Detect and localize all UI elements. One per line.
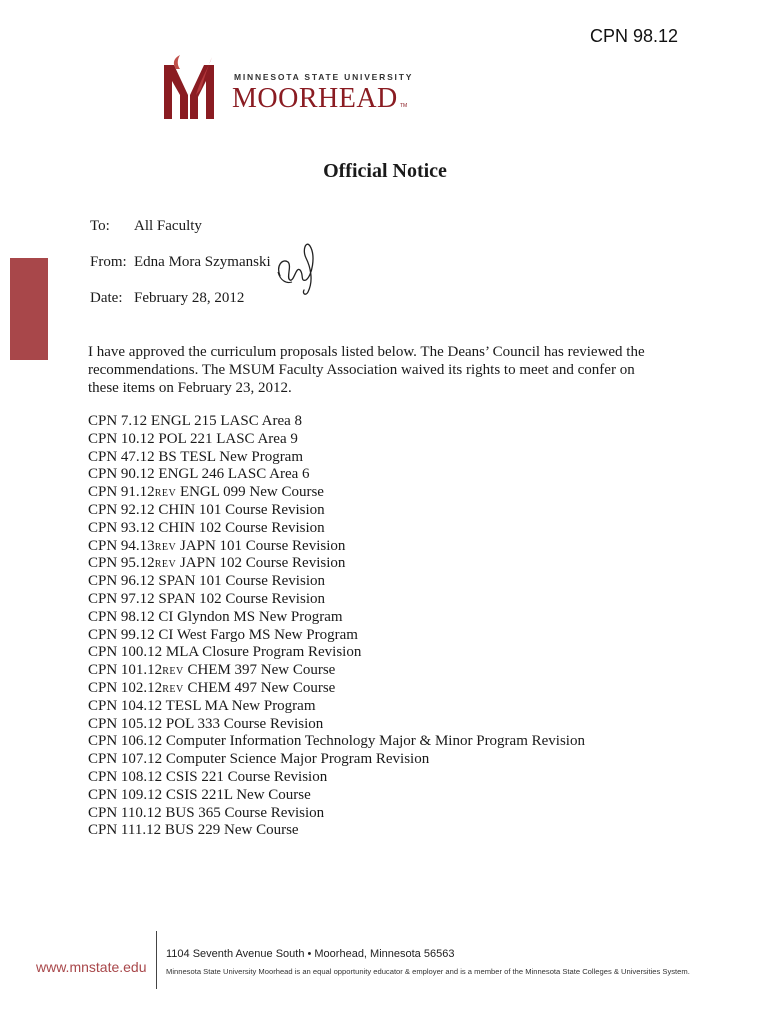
cpn-list-item: CPN 10.12 POL 221 LASC Area 9 bbox=[88, 430, 298, 447]
notice-title-text: Official Notice bbox=[323, 160, 447, 182]
cpn-list-item: CPN 109.12 CSIS 221L New Course bbox=[88, 786, 311, 803]
cpn-list-item: CPN 92.12 CHIN 101 Course Revision bbox=[88, 501, 325, 518]
cpn-list-item: CPN 94.13REV JAPN 101 Course Revision bbox=[88, 537, 346, 554]
footer-equal-opportunity: Minnesota State University Moorhead is an equal opportunity educator & employer and is a member of the Minnesota State Colleges & Universities System. bbox=[166, 967, 690, 976]
signature-initials-icon bbox=[272, 236, 322, 298]
from-value: Edna Mora Szymanski bbox=[134, 254, 271, 270]
from-line bbox=[90, 254, 271, 271]
cpn-list-item: CPN 106.12 Computer Information Technology Major & Minor Program Revision bbox=[88, 733, 585, 750]
cpn-list-item: CPN 99.12 CI West Fargo MS New Program bbox=[88, 626, 358, 643]
cpn-list-item: CPN 102.12REV CHEM 497 New Course bbox=[88, 679, 336, 696]
date-label: Date: bbox=[90, 290, 123, 306]
cpn-list-item: CPN 100.12 MLA Closure Program Revision bbox=[88, 644, 362, 661]
body-paragraph: I have approved the curriculum proposals listed below. The Deans’ Council has reviewed the recommendations. The MSUM Faculty Association waived its rights to meet and confer on these items on February 23, 2012. bbox=[88, 344, 645, 396]
logo-trademark: TM bbox=[400, 103, 408, 109]
cpn-list-item: CPN 93.12 CHIN 102 Course Revision bbox=[88, 519, 325, 536]
date-line bbox=[90, 290, 244, 307]
cpn-list-item: CPN 91.12REV ENGL 099 New Course bbox=[88, 484, 324, 501]
to-label: To: bbox=[90, 218, 110, 234]
cpn-list-item: CPN 97.12 SPAN 102 Course Revision bbox=[88, 590, 325, 607]
notice-title bbox=[0, 160, 770, 183]
cpn-list-item: CPN 104.12 TESL MA New Program bbox=[88, 697, 316, 714]
cpn-list bbox=[88, 413, 585, 840]
from-label: From: bbox=[90, 254, 127, 270]
footer-address: 1104 Seventh Avenue South • Moorhead, Minnesota 56563 bbox=[166, 948, 455, 960]
cpn-list-item: CPN 111.12 BUS 229 New Course bbox=[88, 822, 299, 839]
cpn-list-item: CPN 96.12 SPAN 101 Course Revision bbox=[88, 573, 325, 590]
footer-website-link[interactable]: www.mnstate.edu bbox=[36, 959, 147, 975]
cpn-list-item: CPN 105.12 POL 333 Course Revision bbox=[88, 715, 324, 732]
cpn-list-item: CPN 108.12 CSIS 221 Course Revision bbox=[88, 768, 328, 785]
university-logo bbox=[160, 55, 420, 121]
cpn-list-item: CPN 90.12 ENGL 246 LASC Area 6 bbox=[88, 466, 310, 483]
to-value: All Faculty bbox=[134, 218, 202, 234]
cpn-list-item: CPN 98.12 CI Glyndon MS New Program bbox=[88, 608, 343, 625]
to-line bbox=[90, 218, 202, 235]
footer-divider bbox=[156, 931, 157, 989]
cpn-list-item: CPN 7.12 ENGL 215 LASC Area 8 bbox=[88, 413, 303, 429]
cpn-list-item: CPN 101.12REV CHEM 397 New Course bbox=[88, 662, 336, 679]
cpn-list-item: CPN 107.12 Computer Science Major Program Revision bbox=[88, 751, 430, 768]
cpn-list-item: CPN 95.12REV JAPN 102 Course Revision bbox=[88, 555, 346, 572]
date-value: February 28, 2012 bbox=[134, 290, 245, 306]
document-id: CPN 98.12 bbox=[590, 26, 679, 46]
cpn-list-item: CPN 110.12 BUS 365 Course Revision bbox=[88, 804, 325, 821]
msum-m-logo-icon bbox=[160, 55, 224, 121]
logo-name: MOORHEAD bbox=[232, 83, 398, 114]
logo-university-label: MINNESOTA STATE UNIVERSITY bbox=[234, 72, 414, 82]
cpn-list-item: CPN 47.12 BS TESL New Program bbox=[88, 448, 304, 465]
accent-side-bar bbox=[10, 258, 48, 360]
